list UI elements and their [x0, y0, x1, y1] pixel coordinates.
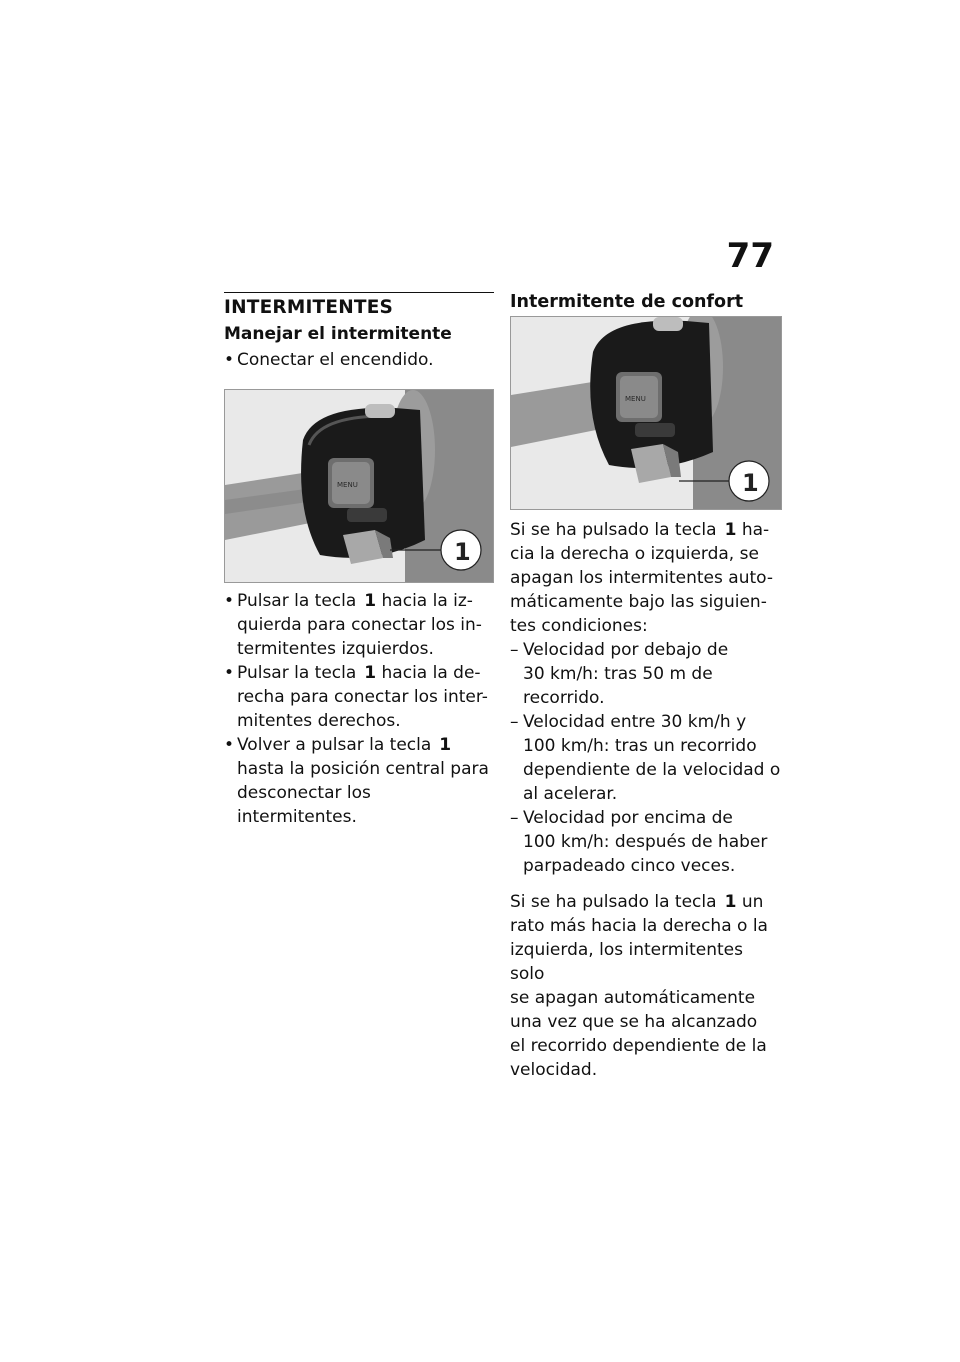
step-connect-ignition: • Conectar el encendido. — [224, 348, 494, 372]
comfort-switch-illustration — [511, 317, 781, 509]
condition-above-100: – Velocidad por encima de 100 km/h: después de haber parpadeado cinco veces. — [510, 806, 782, 878]
comfort-paragraph-1: Si se ha pulsado la tecla 1 ha- cia la derecha o izquierda, se apagan los intermitentes auto- máticamente bajo las siguien- tes condiciones: — [510, 520, 773, 636]
figure-callout-1-right: 1 — [742, 469, 759, 497]
page-number: 77 — [726, 236, 774, 276]
bullet-turn-off: • Volver a pulsar la tecla 1 hasta la posición central para desconectar los intermitentes. — [224, 733, 494, 829]
menu-button-label-right: MENU — [625, 395, 646, 403]
left-column — [224, 292, 494, 829]
comfort-title: Intermitente de confort — [510, 292, 744, 312]
condition-30-to-100: – Velocidad entre 30 km/h y 100 km/h: tras un recorrido dependiente de la velocidad o al acelerar. — [510, 710, 782, 806]
comfort-switch-figure — [510, 316, 782, 510]
comfort-paragraph-2: Si se ha pulsado la tecla 1 un rato más hacia la derecha o la izquierda, los intermitentes solo se apagan automáticamente una vez que se ha alcanzado el recorrido dependiente de la velocidad. — [510, 892, 768, 1080]
menu-button-label: MENU — [337, 481, 358, 489]
section-rule — [224, 292, 494, 293]
section-title: INTERMITENTES — [224, 297, 394, 318]
bullet-left-turn: • Pulsar la tecla 1 hacia la iz- quierda para conectar los in- termitentes izquierdos. — [224, 589, 494, 661]
handlebar-switch-figure — [224, 389, 494, 583]
right-column — [510, 292, 782, 1082]
condition-below-30: – Velocidad por debajo de 30 km/h: tras 50 m de recorrido. — [510, 638, 782, 710]
figure-callout-1: 1 — [454, 538, 471, 566]
handlebar-switch-illustration — [225, 390, 493, 582]
subsection-title: Manejar el intermitente — [224, 324, 452, 344]
bullet-right-turn: • Pulsar la tecla 1 hacia la de- recha para conectar los inter- mitentes derechos. — [224, 661, 494, 733]
